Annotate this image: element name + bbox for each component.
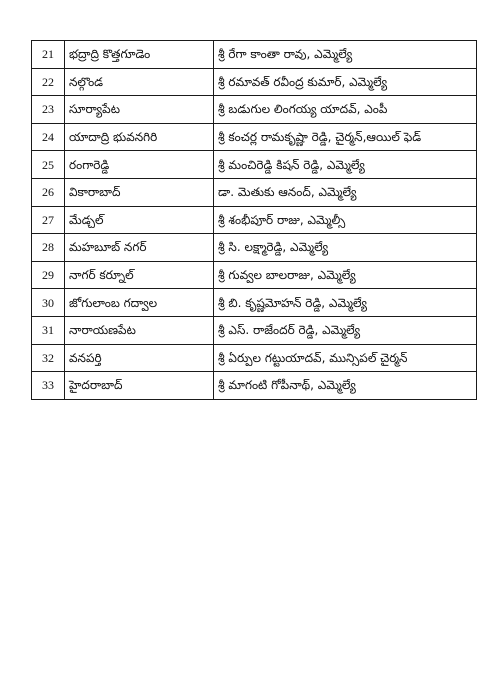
table-row [32,289,477,317]
district-name: నారాయణపేట [65,316,214,344]
district-name: రంగారెడ్డి [65,151,214,179]
table-row [32,261,477,289]
table-row [32,316,477,344]
table-row [32,206,477,234]
person-name: శ్రీ మంచిరెడ్డి కిషన్ రెడ్డి, ఎమ్మెల్యే [214,151,477,179]
serial-number: 25 [32,151,65,179]
table-row [32,123,477,151]
serial-number: 21 [32,41,65,69]
serial-number: 27 [32,206,65,234]
serial-number: 22 [32,68,65,96]
person-name: శ్రీ గువ్వల బాలరాజు, ఎమ్మెల్యే [214,261,477,289]
district-name: జోగులాంబ గద్వాల [65,289,214,317]
serial-number: 26 [32,178,65,206]
serial-number: 32 [32,344,65,372]
person-name: శ్రీ ఏర్పుల గట్టుయాదవ్, మున్సిపల్ చైర్మన్ [214,344,477,372]
table-row [32,96,477,124]
district-name: మహబూబ్ నగర్ [65,234,214,262]
district-name: నల్గొండ [65,68,214,96]
person-name: శ్రీ కంచర్ల రామకృష్ణా రెడ్డి, చైర్మన్,ఆయిల్ ఫెడ్ [214,123,477,151]
table-row [32,372,477,400]
district-name: వికారాబాద్ [65,178,214,206]
district-name: మేడ్చల్ [65,206,214,234]
serial-number: 30 [32,289,65,317]
district-name: హైదరాబాద్ [65,372,214,400]
district-name: నాగర్ కర్నూల్ [65,261,214,289]
person-name: శ్రీ శంభీపూర్ రాజు, ఎమ్మెల్సీ [214,206,477,234]
table-row [32,234,477,262]
table-row [32,41,477,69]
person-name: శ్రీ రమావత్ రవీంద్ర కుమార్, ఎమ్మెల్యే [214,68,477,96]
person-name: శ్రీ ఎస్. రాజేందర్ రెడ్డి, ఎమ్మెల్యే [214,316,477,344]
person-name: శ్రీ బడుగుల లింగయ్య యాదవ్, ఎంపీ [214,96,477,124]
serial-number: 28 [32,234,65,262]
person-name: శ్రీ మాగంటి గోపీనాథ్, ఎమ్మెల్యే [214,372,477,400]
person-name: శ్రీ బి. కృష్ణమోహన్ రెడ్డి, ఎమ్మెల్యే [214,289,477,317]
person-name: శ్రీ సి. లక్ష్మారెడ్డి, ఎమ్మెల్యే [214,234,477,262]
table-row [32,151,477,179]
district-name: సూర్యాపేట [65,96,214,124]
serial-number: 33 [32,372,65,400]
district-name: భద్రాద్రి కొత్తగూడెం [65,41,214,69]
district-name: యాదాద్రి భువనగిరి [65,123,214,151]
serial-number: 23 [32,96,65,124]
person-name: శ్రీ రేగా కాంతా రావు, ఎమ్మెల్యే [214,41,477,69]
table-row [32,178,477,206]
district-incharge-table [31,40,477,400]
serial-number: 29 [32,261,65,289]
table-row [32,68,477,96]
serial-number: 31 [32,316,65,344]
table-row [32,344,477,372]
district-name: వనపర్తి [65,344,214,372]
serial-number: 24 [32,123,65,151]
person-name: డా. మెతుకు ఆనంద్, ఎమ్మెల్యే [214,178,477,206]
